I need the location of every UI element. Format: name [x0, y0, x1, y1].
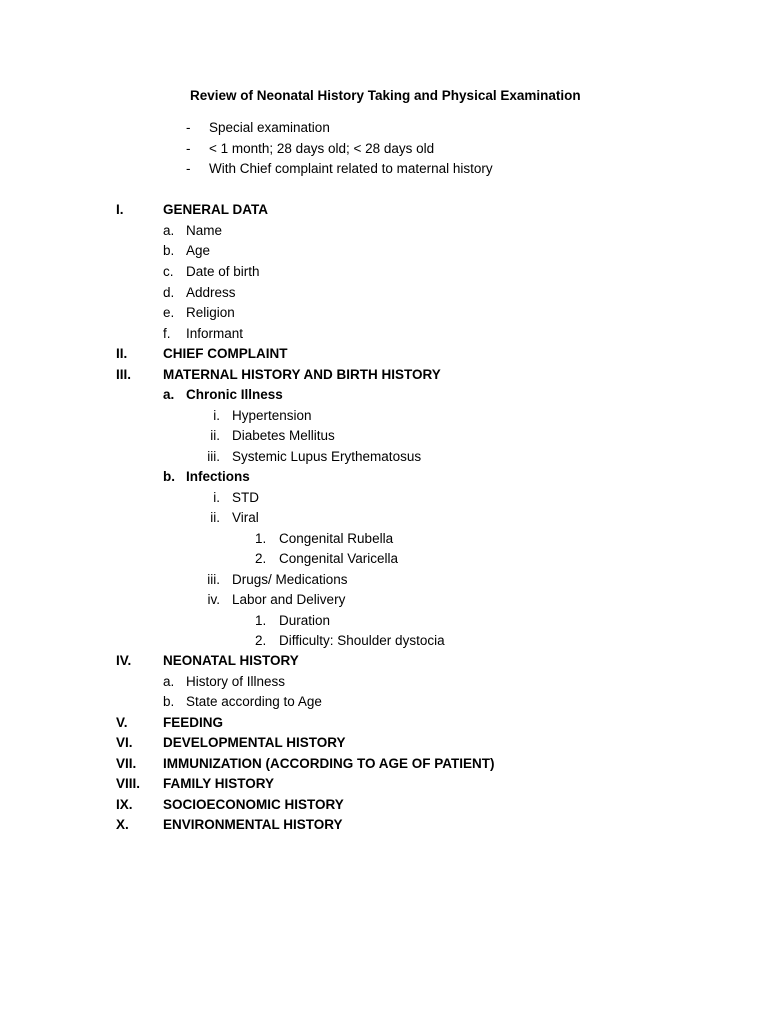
item-label: Viral — [232, 510, 259, 525]
item-marker: b. — [163, 243, 175, 258]
item-marker: f. — [163, 326, 171, 341]
item-marker: 2. — [255, 633, 267, 648]
subsection-heading — [0, 385, 768, 405]
section-label: NEONATAL HISTORY — [163, 653, 299, 668]
section-label: FEEDING — [163, 715, 224, 730]
section-marker: VII. — [116, 756, 137, 771]
item-marker: e. — [163, 305, 175, 320]
item-marker: iii. — [207, 449, 220, 464]
list-item — [0, 283, 768, 303]
item-marker: a. — [163, 674, 175, 689]
section-label: IMMUNIZATION (ACCORDING TO AGE OF PATIENT) — [163, 756, 495, 771]
item-label: Hypertension — [232, 408, 312, 423]
section-heading — [0, 365, 768, 385]
list-item — [0, 488, 768, 508]
list-item — [0, 570, 768, 590]
item-label: Address — [186, 285, 236, 300]
list-item — [0, 447, 768, 467]
section-label: CHIEF COMPLAINT — [163, 346, 288, 361]
subsection-heading — [0, 467, 768, 487]
section-marker: V. — [116, 715, 128, 730]
section-heading — [0, 651, 768, 671]
bullet-text: < 1 month; 28 days old; < 28 days old — [209, 141, 435, 156]
section-marker: I. — [116, 202, 124, 217]
section-marker: II. — [116, 346, 128, 361]
item-label: STD — [232, 490, 259, 505]
item-label: Systemic Lupus Erythematosus — [232, 449, 422, 464]
item-label: Drugs/ Medications — [232, 572, 348, 587]
subsection-marker: a. — [163, 387, 175, 402]
item-label: Age — [186, 243, 211, 258]
item-marker: iii. — [207, 572, 220, 587]
section-marker: X. — [116, 817, 129, 832]
list-item — [0, 324, 768, 344]
item-marker: a. — [163, 223, 175, 238]
list-item — [0, 508, 768, 528]
bullet-text: With Chief complaint related to maternal history — [209, 161, 493, 176]
section-marker: VIII. — [116, 776, 141, 791]
section-heading — [0, 200, 768, 220]
list-item — [0, 692, 768, 712]
list-item — [0, 262, 768, 282]
bullet-marker: - — [186, 120, 191, 135]
bullet-text: Special examination — [209, 120, 330, 135]
item-label: Congenital Varicella — [279, 551, 399, 566]
item-label: Labor and Delivery — [232, 592, 346, 607]
item-label: History of Illness — [186, 674, 286, 689]
list-item — [0, 611, 768, 631]
list-item — [0, 303, 768, 323]
item-marker: 2. — [255, 551, 267, 566]
section-heading — [0, 344, 768, 364]
item-marker: 1. — [255, 531, 267, 546]
page-title: Review of Neonatal History Taking and Physical Examination — [190, 88, 581, 103]
item-marker: i. — [213, 490, 220, 505]
item-label: Religion — [186, 305, 235, 320]
section-label: DEVELOPMENTAL HISTORY — [163, 735, 346, 750]
list-item — [0, 241, 768, 261]
section-heading — [0, 713, 768, 733]
bullet-marker: - — [186, 161, 191, 176]
list-item — [0, 590, 768, 610]
section-label: ENVIRONMENTAL HISTORY — [163, 817, 343, 832]
item-label: Date of birth — [186, 264, 260, 279]
item-label: Duration — [279, 613, 331, 628]
item-marker: 1. — [255, 613, 267, 628]
subsection-marker: b. — [163, 469, 175, 484]
list-item — [0, 631, 768, 651]
item-marker: i. — [213, 408, 220, 423]
list-item — [0, 549, 768, 569]
section-heading — [0, 774, 768, 794]
item-label: State according to Age — [186, 694, 322, 709]
item-marker: d. — [163, 285, 175, 300]
item-label: Difficulty: Shoulder dystocia — [279, 633, 445, 648]
bullet-marker: - — [186, 141, 191, 156]
list-item — [0, 672, 768, 692]
item-label: Informant — [186, 326, 244, 341]
section-marker: IV. — [116, 653, 132, 668]
item-label: Congenital Rubella — [279, 531, 394, 546]
section-heading — [0, 815, 768, 835]
list-item — [0, 221, 768, 241]
item-marker: c. — [163, 264, 174, 279]
item-marker: ii. — [210, 510, 220, 525]
section-heading — [0, 754, 768, 774]
item-marker: iv. — [207, 592, 220, 607]
section-heading — [0, 733, 768, 753]
item-marker: ii. — [210, 428, 220, 443]
bullet-item — [0, 159, 768, 179]
list-item — [0, 529, 768, 549]
section-label: MATERNAL HISTORY AND BIRTH HISTORY — [163, 367, 441, 382]
item-marker: b. — [163, 694, 175, 709]
bullet-item — [0, 139, 768, 159]
section-marker: VI. — [116, 735, 133, 750]
section-marker: III. — [116, 367, 132, 382]
section-label: GENERAL DATA — [163, 202, 269, 217]
section-heading — [0, 795, 768, 815]
list-item — [0, 426, 768, 446]
section-marker: IX. — [116, 797, 133, 812]
section-label: FAMILY HISTORY — [163, 776, 275, 791]
item-label: Name — [186, 223, 223, 238]
bullet-item — [0, 118, 768, 138]
subsection-label: Chronic Illness — [186, 387, 283, 402]
list-item — [0, 406, 768, 426]
section-label: SOCIOECONOMIC HISTORY — [163, 797, 344, 812]
item-label: Diabetes Mellitus — [232, 428, 335, 443]
subsection-label: Infections — [186, 469, 250, 484]
